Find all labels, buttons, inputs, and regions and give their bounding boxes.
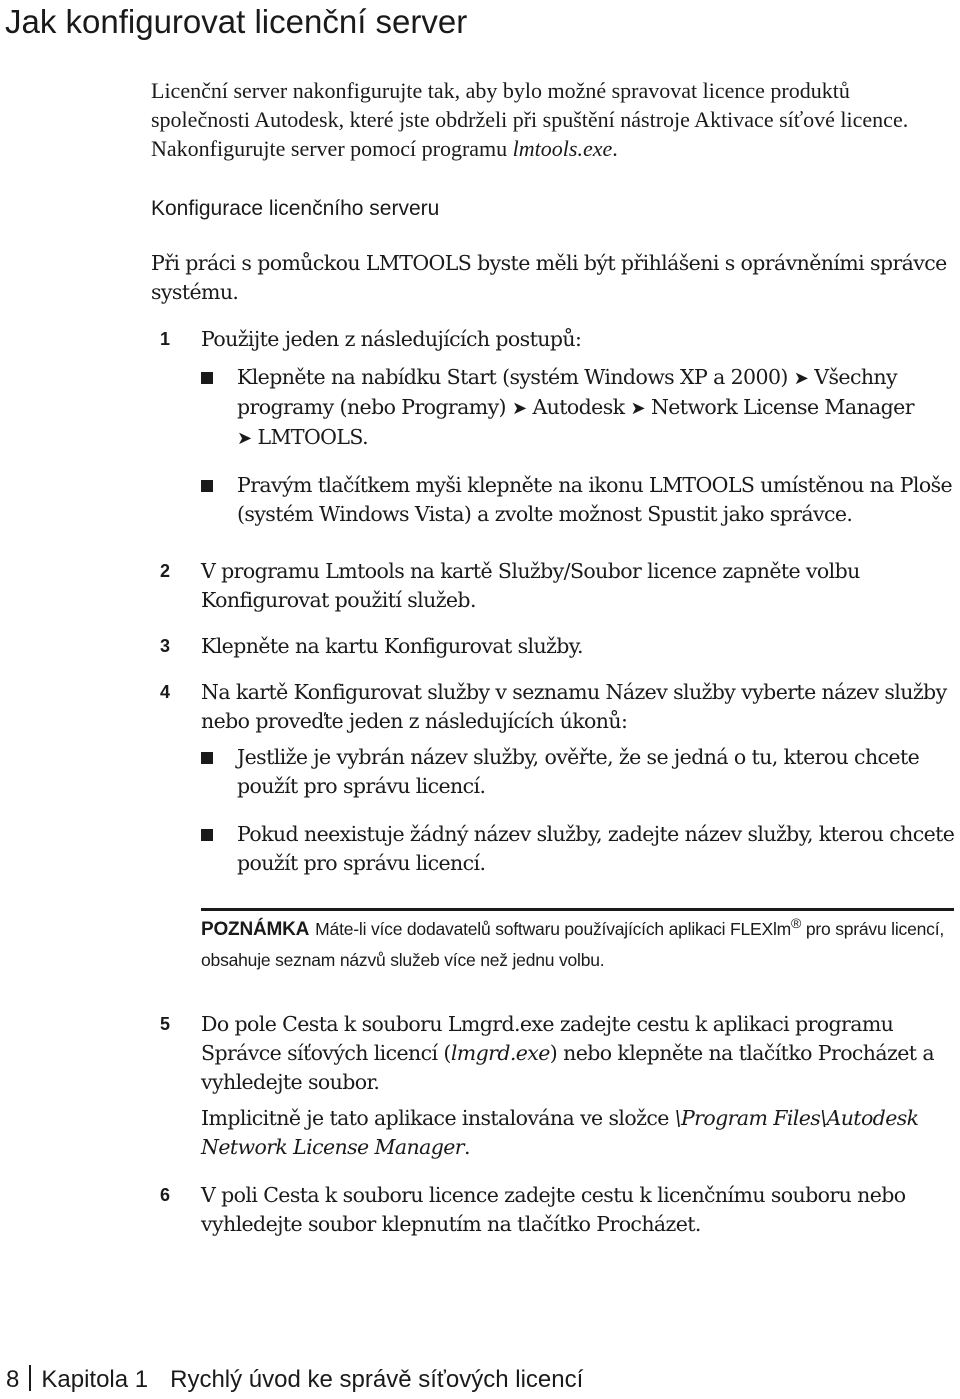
step-4-bullet-2 [201, 820, 960, 878]
step-1 [160, 325, 950, 354]
arrow-right-icon: ➤ [793, 368, 809, 389]
step-number: 5 [160, 1014, 170, 1034]
bullet-text [237, 363, 960, 453]
arrow-right-icon: ➤ [237, 428, 252, 449]
step-4 [160, 678, 950, 736]
step-text-part: ) nebo klepněte na tlačítko Procházet a vyhledejte soubor. [201, 1041, 934, 1094]
step-text: Klepněte na kartu Konfigurovat služby. [201, 634, 583, 658]
bullet-square-icon [201, 752, 213, 764]
chapter-title: Rychlý úvod ke správě síťových licencí [170, 1366, 584, 1393]
step-text-part: Implicitně je tato aplikace instalována ve složce [201, 1106, 675, 1130]
step-text: V programu Lmtools na kartě Služby/Soubor licence zapněte volbu Konfigurovat použití služeb. [201, 559, 860, 612]
menu-path-part: Všechny programy (nebo Programy) [237, 365, 898, 419]
bullet-text: Pokud neexistuje žádný název služby, zadejte název služby, kterou chcete použít pro správu licencí. [237, 822, 955, 875]
step-number: 4 [160, 682, 170, 702]
page-number: 8 [6, 1366, 20, 1393]
bullet-square-icon [201, 480, 213, 492]
note-text: Máte-li více dodavatelů softwaru používajících aplikaci FLEXlm [315, 919, 792, 939]
bullet-text: Pravým tlačítkem myši klepněte na ikonu LMTOOLS umístěnou na Ploše (systém Windows Vista) a zvolte možnost Spustit jako správce. [237, 473, 953, 526]
bullet-text: Jestliže je vybrán název služby, ověřte, že se jedná o tu, kterou chcete použít pro správu licencí. [237, 745, 920, 798]
note-box [201, 914, 951, 975]
step-text-part: . [463, 1135, 470, 1159]
folder-path: \Program Files\Autodesk Network License Manager [201, 1106, 919, 1159]
bullet-square-icon [201, 372, 213, 384]
step-extra-text [201, 1104, 950, 1162]
step-text: Na kartě Konfigurovat služby v seznamu Název služby vyberte název služby nebo proveďte jeden z následujících úkonů: [201, 680, 947, 733]
step-text: V poli Cesta k souboru licence zadejte cestu k licenčnímu souboru nebo vyhledejte soubor klepnutím na tlačítko Procházet. [201, 1183, 906, 1236]
step-3 [160, 632, 950, 661]
menu-path-part: Network License Manager [650, 395, 914, 419]
intro-text: Licenční server nakonfigurujte tak, aby bylo možné spravovat licence produktů společnosti Autodesk, které jste obdrželi při spuštění nástroje Aktivace síťové licence. Nakonfigurujte server pomocí programu [151, 78, 909, 161]
step-1-bullet-2 [201, 471, 960, 529]
page-title: Jak konfigurovat licenční server [5, 3, 468, 40]
step-number: 1 [160, 329, 170, 349]
admin-note: Při práci s pomůckou LMTOOLS byste měli být přihlášeni s oprávněními správce systému. [151, 251, 947, 304]
step-4-bullet-1 [201, 743, 960, 801]
page-footer [6, 1363, 583, 1397]
note-label: POZNÁMKA [201, 919, 310, 940]
step-2 [160, 557, 950, 615]
step-number: 6 [160, 1185, 170, 1205]
intro-end: . [612, 136, 618, 161]
note-text-continued: pro správu licencí, obsahuje seznam názvů služeb více než jednu volbu. [201, 919, 945, 970]
step-number: 3 [160, 636, 170, 656]
arrow-right-icon: ➤ [511, 398, 527, 419]
menu-path-part: Klepněte na nabídku Start (systém Windows XP a 2000) [237, 365, 788, 389]
section-heading: Konfigurace licenčního serveru [151, 197, 440, 220]
menu-path-part: LMTOOLS. [257, 425, 369, 449]
intro-paragraph [151, 76, 951, 163]
step-5 [160, 1010, 950, 1162]
registered-mark: ® [791, 915, 802, 931]
arrow-right-icon: ➤ [630, 398, 645, 419]
step-text: Použijte jeden z následujících postupů: [201, 327, 582, 351]
chapter-label: Kapitola 1 [41, 1366, 149, 1393]
step-1-bullet-1 [201, 363, 960, 453]
intro-program-name: lmtools.exe [512, 136, 613, 161]
step-text [201, 1010, 950, 1097]
step-number: 2 [160, 561, 170, 581]
step-text-part: Do pole Cesta k souboru Lmgrd.exe zadejte cestu k aplikaci programu Správce síťových licencí ( [201, 1012, 894, 1065]
bullet-square-icon [201, 829, 213, 841]
footer-separator [29, 1365, 31, 1391]
step-6 [160, 1181, 950, 1239]
file-name: lmgrd.exe [450, 1041, 550, 1065]
menu-path-part: Autodesk [532, 395, 625, 419]
note-divider [201, 908, 954, 911]
